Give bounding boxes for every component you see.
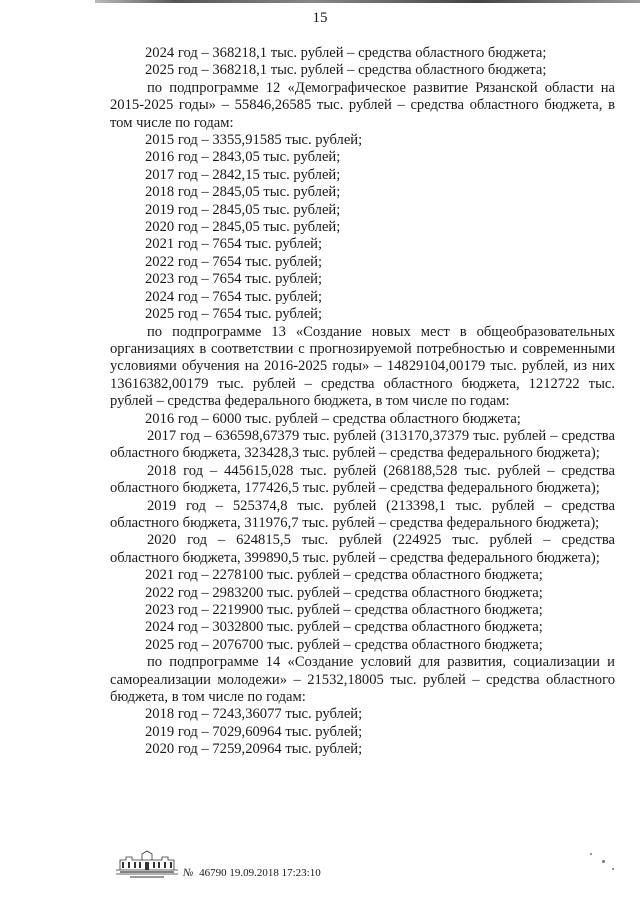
paragraph: по подпрограмме 13 «Создание новых мест в общеобразовательных организациях в соответствии с прогнозируемой потребностью и современными условиями обучения на 2016-2025 годы» – 14829104,00179 тыс. рублей, из них 13616382,00179 тыс. рублей – средства областного бюджета, 1212722 тыс. рублей – средства федерального бюджета, в том числе по годам: <box>110 323 615 410</box>
year-line: 2025 год – 2076700 тыс. рублей – средства областного бюджета; <box>145 636 543 653</box>
paragraph: 2018 год – 445615,028 тыс. рублей (268188,528 тыс. рублей – средства областного бюджета, 177426,5 тыс. рублей – средства федерального бюджета); <box>110 462 615 497</box>
year-line: 2024 год – 3032800 тыс. рублей – средства областного бюджета; <box>145 619 543 636</box>
number-sign: № <box>183 867 194 879</box>
paragraph: 2019 год – 525374,8 тыс. рублей (213398,1 тыс. рублей – средства областного бюджета, 311976,7 тыс. рублей – средства федерального бюджета); <box>110 497 615 531</box>
scan-speck <box>590 853 592 855</box>
document-stamp-line <box>183 867 321 879</box>
paragraph: 2017 год – 636598,67379 тыс. рублей (313170,37379 тыс. рублей – средства областного бюджета, 323428,3 тыс. рублей – средства федерального бюджета); <box>110 427 615 462</box>
year-line: 2023 год – 7654 тыс. рублей; <box>145 271 323 288</box>
paragraph: по подпрограмме 14 «Создание условий для развития, социализации и самореализации молодежи» – 21532,18005 тыс. рублей – средства областного бюджета, в том числе по годам: <box>110 654 615 706</box>
year-line: 2024 год – 368218,1 тыс. рублей – средства областного бюджета; <box>145 45 547 61</box>
year-line: 2016 год – 2843,05 тыс. рублей; <box>145 149 341 166</box>
year-line: 2020 год – 2845,05 тыс. рублей; <box>145 219 341 236</box>
year-line: 2017 год – 2842,15 тыс. рублей; <box>145 166 341 183</box>
scan-speck <box>612 868 614 870</box>
government-building-icon <box>112 848 182 880</box>
year-line: 2018 год – 2845,05 тыс. рублей; <box>145 184 341 201</box>
paragraph: 2020 год – 624815,5 тыс. рублей (224925 тыс. рублей – средства областного бюджета, 399890,5 тыс. рублей – средства федерального бюджета); <box>110 532 615 566</box>
year-line: 2025 год – 7654 тыс. рублей; <box>145 306 323 323</box>
year-line: 2022 год – 7654 тыс. рублей; <box>145 253 323 270</box>
document-number: 46790 <box>199 867 227 879</box>
year-line: 2021 год – 2278100 тыс. рублей – средства областного бюджета; <box>145 567 543 584</box>
year-line: 2016 год – 6000 тыс. рублей – средства областного бюджета; <box>145 410 521 427</box>
year-line: 2022 год – 2983200 тыс. рублей – средства областного бюджета; <box>145 584 543 601</box>
year-line: 2021 год – 7654 тыс. рублей; <box>145 236 323 253</box>
year-line: 2020 год – 7259,20964 тыс. рублей; <box>145 741 363 758</box>
year-line: 2018 год – 7243,36077 тыс. рублей; <box>145 706 363 723</box>
paragraph: по подпрограмме 12 «Демографическое развитие Рязанской области на 2015-2025 годы» – 55846,26585 тыс. рублей – средства областного бюджета, в том числе по годам: <box>110 79 615 131</box>
year-line: 2015 год – 3355,91585 тыс. рублей; <box>145 132 363 149</box>
scan-speck <box>602 860 605 863</box>
page-number: 15 <box>312 10 328 26</box>
year-line: 2019 год – 7029,60964 тыс. рублей; <box>145 723 363 740</box>
year-line: 2025 год – 368218,1 тыс. рублей – средства областного бюджета; <box>145 62 547 79</box>
scan-edge-streak <box>95 0 640 3</box>
document-timestamp: 19.09.2018 17:23:10 <box>229 867 321 879</box>
document-body <box>110 45 615 759</box>
year-line: 2024 год – 7654 тыс. рублей; <box>145 288 323 305</box>
year-line: 2023 год – 2219900 тыс. рублей – средства областного бюджета; <box>145 602 543 618</box>
year-line: 2019 год – 2845,05 тыс. рублей; <box>145 201 341 218</box>
